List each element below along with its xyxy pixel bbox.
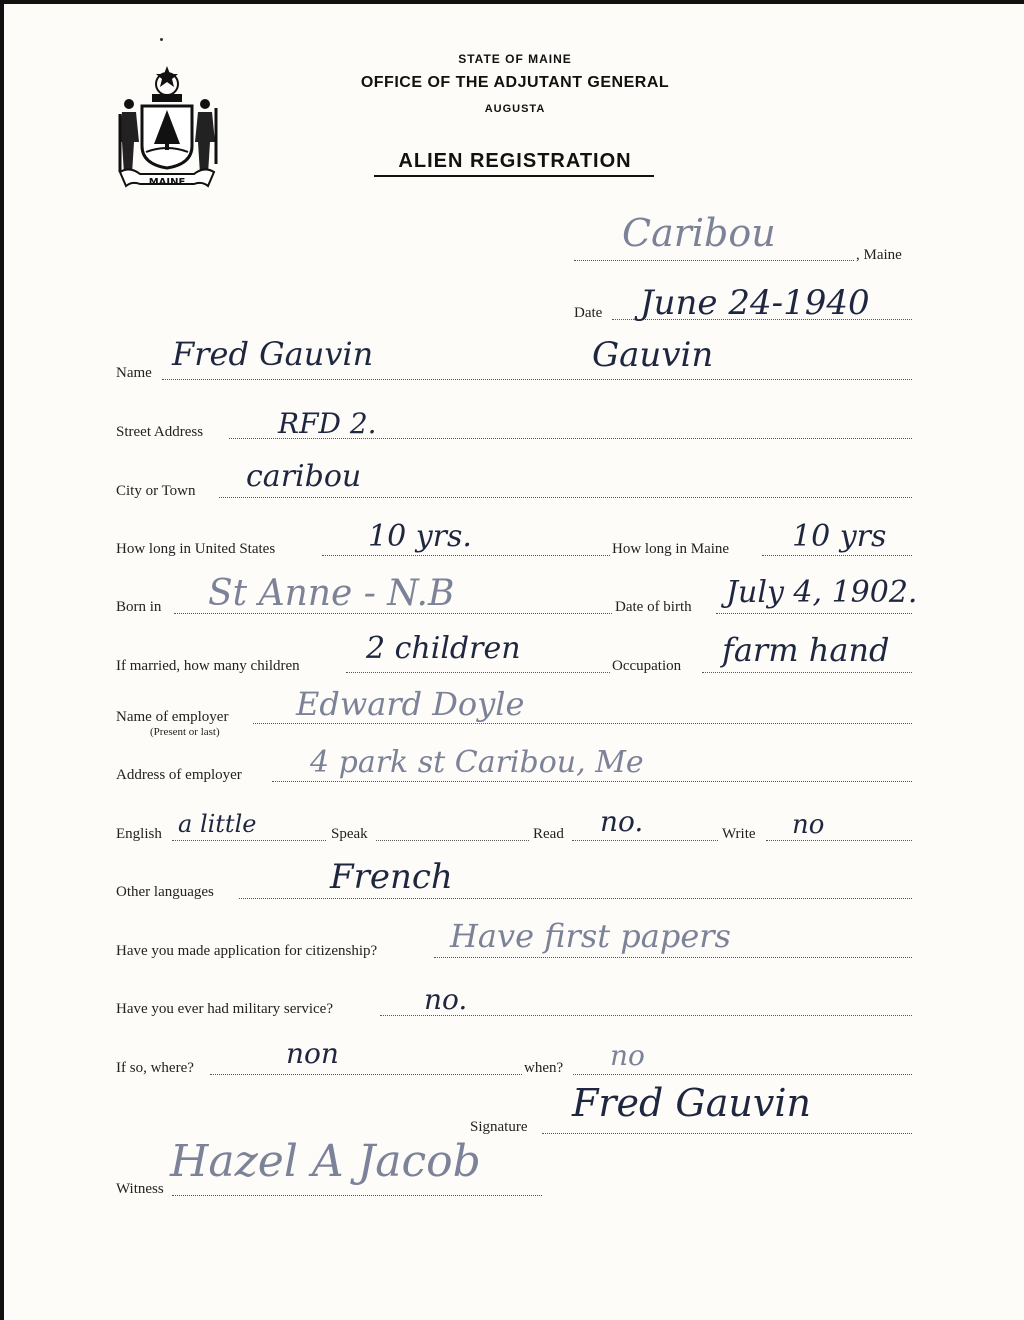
signature-value[interactable]: Fred Gauvin	[572, 1081, 812, 1125]
name-label: Name	[116, 365, 152, 381]
born-value[interactable]: St Anne - N.B	[208, 573, 455, 614]
employer-value[interactable]: Edward Doyle	[296, 685, 525, 723]
where-label: If so, where?	[116, 1060, 194, 1076]
english-line	[172, 840, 326, 841]
write-line	[766, 840, 912, 841]
place-suffix-label: , Maine	[856, 247, 902, 263]
dob-value[interactable]: July 4, 1902.	[726, 575, 918, 610]
english-value[interactable]: a little	[178, 810, 257, 838]
maine-duration-value[interactable]: 10 yrs	[792, 519, 887, 554]
city-value[interactable]: caribou	[246, 459, 362, 494]
read-label: Read	[533, 826, 564, 842]
occupation-line	[702, 672, 912, 673]
when-line	[573, 1074, 912, 1075]
date-label: Date	[574, 305, 603, 321]
signature-label: Signature	[470, 1119, 528, 1135]
speak-line	[376, 840, 529, 841]
witness-label: Witness	[116, 1181, 164, 1197]
other-languages-value[interactable]: French	[330, 857, 453, 897]
write-value[interactable]: no	[792, 810, 825, 840]
english-label: English	[116, 826, 162, 842]
signature-line	[542, 1133, 912, 1134]
witness-line	[172, 1195, 542, 1196]
header-office: OFFICE OF THE ADJUTANT GENERAL	[360, 74, 670, 91]
other-languages-label: Other languages	[116, 884, 214, 900]
scan-border-top	[0, 0, 1024, 4]
citizenship-line	[434, 957, 912, 958]
when-value[interactable]: no	[610, 1039, 645, 1072]
occupation-value[interactable]: farm hand	[722, 631, 890, 669]
employer-line	[253, 723, 912, 724]
name-value[interactable]: Fred Gauvin	[172, 335, 374, 373]
form-title: ALIEN REGISTRATION	[398, 150, 632, 172]
where-value[interactable]: non	[286, 1037, 339, 1070]
us-duration-label: How long in United States	[116, 541, 276, 557]
witness-value[interactable]: Hazel A Jacob	[170, 1136, 481, 1187]
maine-duration-label: How long in Maine	[612, 541, 730, 557]
scan-border-left	[0, 0, 4, 1320]
place-line	[574, 260, 854, 261]
name-line	[162, 379, 912, 380]
city-label: City or Town	[116, 483, 196, 499]
name-correction[interactable]: Gauvin	[592, 335, 714, 375]
read-value[interactable]: no.	[600, 805, 644, 838]
military-value[interactable]: no.	[424, 983, 468, 1016]
us-duration-line	[322, 555, 610, 556]
occupation-label: Occupation	[612, 658, 682, 674]
employer-address-line	[272, 781, 912, 782]
citizenship-label: Have you made application for citizenship?	[116, 943, 378, 959]
citizenship-value[interactable]: Have first papers	[450, 917, 731, 955]
street-label: Street Address	[116, 424, 204, 440]
children-label: If married, how many children	[116, 658, 300, 674]
dob-line	[716, 613, 912, 614]
seal-banner-text: MAINE	[148, 177, 186, 188]
children-line	[346, 672, 610, 673]
header-state: STATE OF MAINE	[458, 52, 572, 66]
where-line	[210, 1074, 522, 1075]
other-languages-line	[239, 898, 912, 899]
us-duration-value[interactable]: 10 yrs.	[368, 519, 472, 554]
dob-label: Date of birth	[615, 599, 692, 615]
speak-label: Speak	[331, 826, 368, 842]
city-line	[219, 497, 912, 498]
title-underline	[374, 175, 654, 177]
maine-duration-line	[762, 555, 912, 556]
employer-sublabel: (Present or last)	[150, 726, 220, 738]
employer-label: Name of employer	[116, 709, 229, 725]
when-label: when?	[524, 1060, 564, 1076]
write-label: Write	[722, 826, 756, 842]
street-value[interactable]: RFD 2.	[278, 407, 377, 440]
employer-address-label: Address of employer	[116, 767, 242, 783]
date-value[interactable]: June 24-1940	[640, 283, 870, 323]
state-seal-icon	[112, 64, 222, 194]
children-value[interactable]: 2 children	[366, 631, 521, 666]
employer-address-value[interactable]: 4 park st Caribou, Me	[310, 745, 644, 780]
read-line	[572, 840, 718, 841]
place-value[interactable]: Caribou	[622, 211, 776, 255]
military-label: Have you ever had military service?	[116, 1001, 333, 1017]
born-label: Born in	[116, 599, 162, 615]
scan-speck	[160, 38, 163, 41]
header-city: AUGUSTA	[484, 103, 546, 115]
